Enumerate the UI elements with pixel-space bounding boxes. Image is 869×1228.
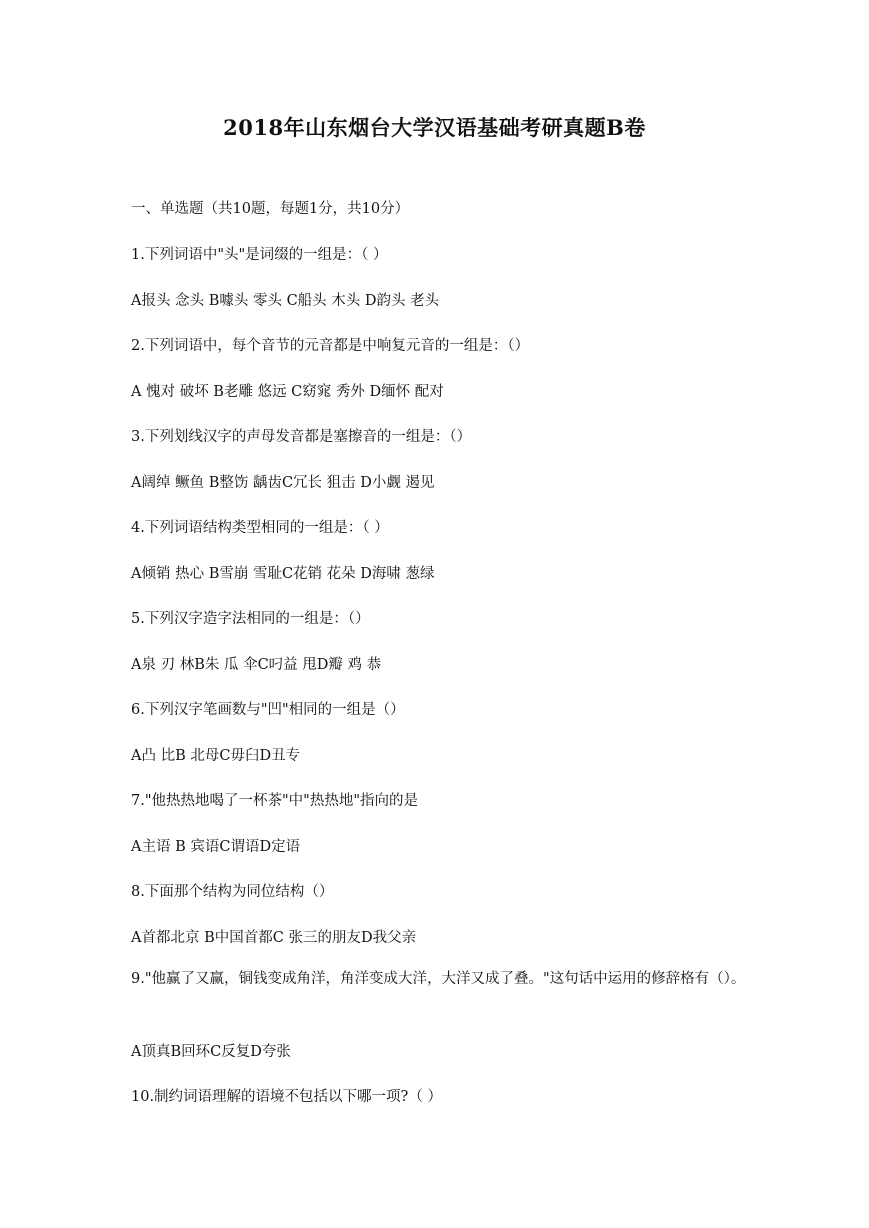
question-6-options: A凸 比B 北母C毋臼D丑专 xyxy=(131,748,301,764)
question-1-stem: 1.下列词语中"头"是词缀的一组是：（ ） xyxy=(131,247,388,263)
question-8-options: A首都北京 B中国首都C 张三的朋友D我父亲 xyxy=(131,930,417,946)
question-3-options: A阔绰 鳜鱼 B整饬 龋齿C冗长 狙击 D小觑 遏见 xyxy=(131,475,435,491)
question-2-stem: 2.下列词语中，每个音节的元音都是中响复元音的一组是：（） xyxy=(131,338,530,354)
question-2-options: A 愧对 破坏 B老雕 悠远 C窈窕 秀外 D缅怀 配对 xyxy=(131,384,444,400)
question-4-options: A倾销 热心 B雪崩 雪耻C花销 花朵 D海啸 葱绿 xyxy=(131,566,435,582)
question-9-options: A顶真B回环C反复D夸张 xyxy=(131,1044,291,1060)
question-5-stem: 5.下列汉字造字法相同的一组是：（） xyxy=(131,611,370,627)
question-1-options: A报头 念头 B噱头 零头 C船头 木头 D韵头 老头 xyxy=(131,293,440,309)
question-9-stem: 9."他赢了又赢，铜钱变成角洋，角洋变成大洋，大洋又成了叠。"这句话中运用的修辞格有（）。 xyxy=(131,971,746,987)
question-5-options: A泉 刃 林B朱 瓜 伞C叼益 甩D瓣 鸡 恭 xyxy=(131,657,382,673)
question-10-stem: 10.制约词语理解的语境不包括以下哪一项?（ ） xyxy=(131,1089,442,1105)
question-8-stem: 8.下面那个结构为同位结构（） xyxy=(131,884,334,900)
section-heading: 一、单选题（共10题，每题1分，共10分） xyxy=(131,201,410,217)
question-7-stem: 7."他热热地喝了一杯茶"中"热热地"指向的是 xyxy=(131,793,419,809)
question-6-stem: 6.下列汉字笔画数与"凹"相同的一组是（） xyxy=(131,702,405,718)
question-3-stem: 3.下列划线汉字的声母发音都是塞擦音的一组是：（） xyxy=(131,429,472,445)
question-7-options: A主语 B 宾语C谓语D定语 xyxy=(131,839,301,855)
question-4-stem: 4.下列词语结构类型相同的一组是：（ ） xyxy=(131,520,389,536)
document-title: 2018年山东烟台大学汉语基础考研真题B卷 xyxy=(223,115,646,140)
